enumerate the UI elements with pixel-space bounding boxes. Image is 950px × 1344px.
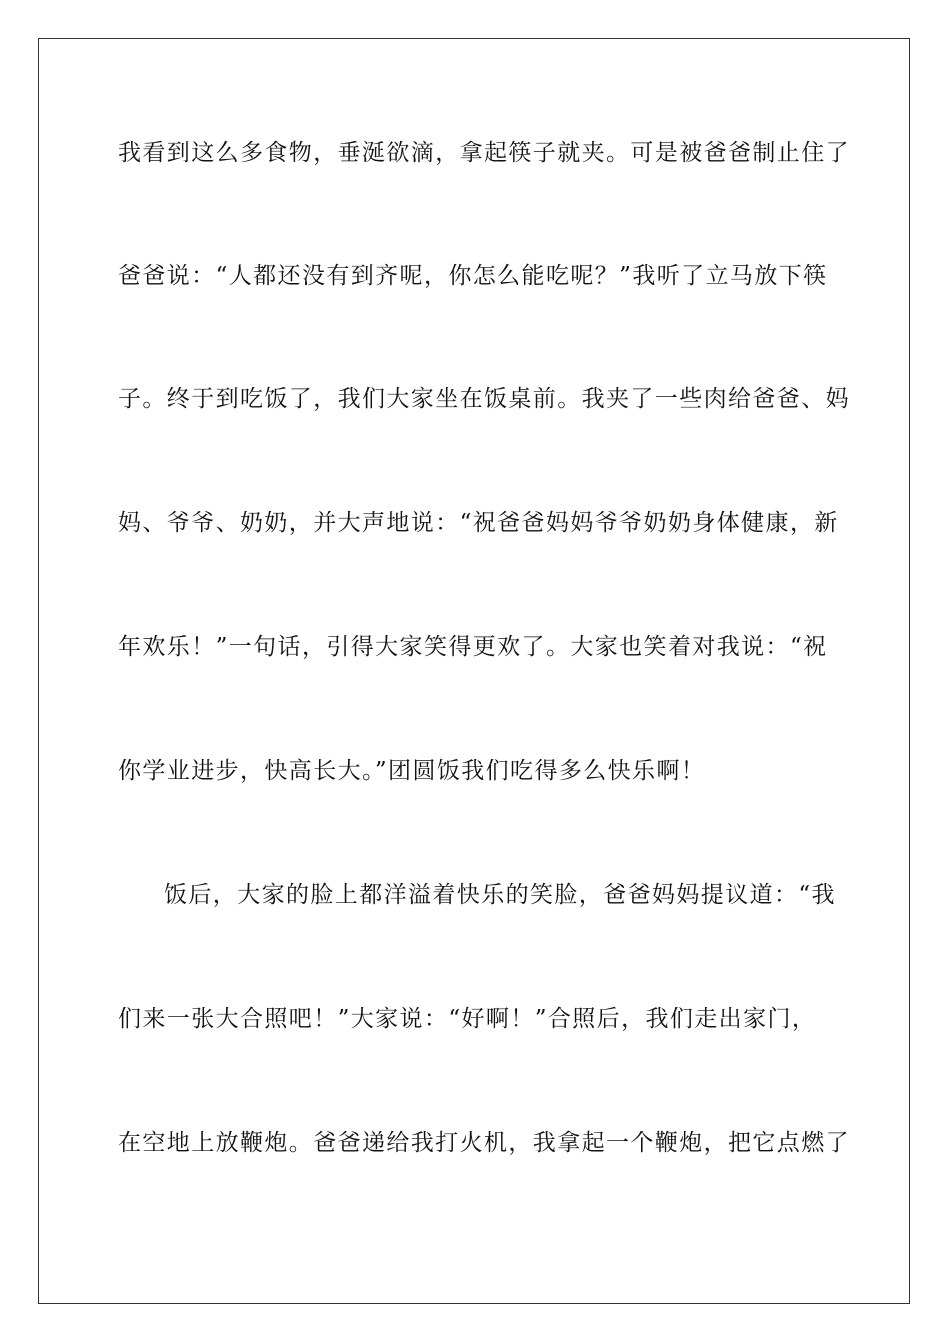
text-line-9: 在空地上放鞭炮。爸爸递给我打火机，我拿起一个鞭炮，把它点燃了 <box>118 1130 850 1156</box>
text-line-2: 爸爸说：“人都还没有到齐呢，你怎么能吃呢？”我听了立马放下筷 <box>118 263 828 289</box>
paragraph-start-line: 饭后，大家的脸上都洋溢着快乐的笑脸，爸爸妈妈提议道：“我 <box>164 882 836 908</box>
page-border <box>38 38 910 1304</box>
text-line-5: 年欢乐！”一句话，引得大家笑得更欢了。大家也笑着对我说：“祝 <box>118 634 828 660</box>
text-line-3: 子。终于到吃饭了，我们大家坐在饭桌前。我夹了一些肉给爸爸、妈 <box>118 386 850 412</box>
text-line-1: 我看到这么多食物，垂涎欲滴，拿起筷子就夹。可是被爸爸制止住了 <box>118 140 850 166</box>
text-line-8: 们来一张大合照吧！”大家说：“好啊！”合照后，我们走出家门， <box>118 1006 817 1032</box>
text-line-4: 妈、爷爷、奶奶，并大声地说：“祝爸爸妈妈爷爷奶奶身体健康，新 <box>118 510 839 536</box>
text-line-6: 你学业进步，快高长大。”团圆饭我们吃得多么快乐啊！ <box>118 758 706 784</box>
